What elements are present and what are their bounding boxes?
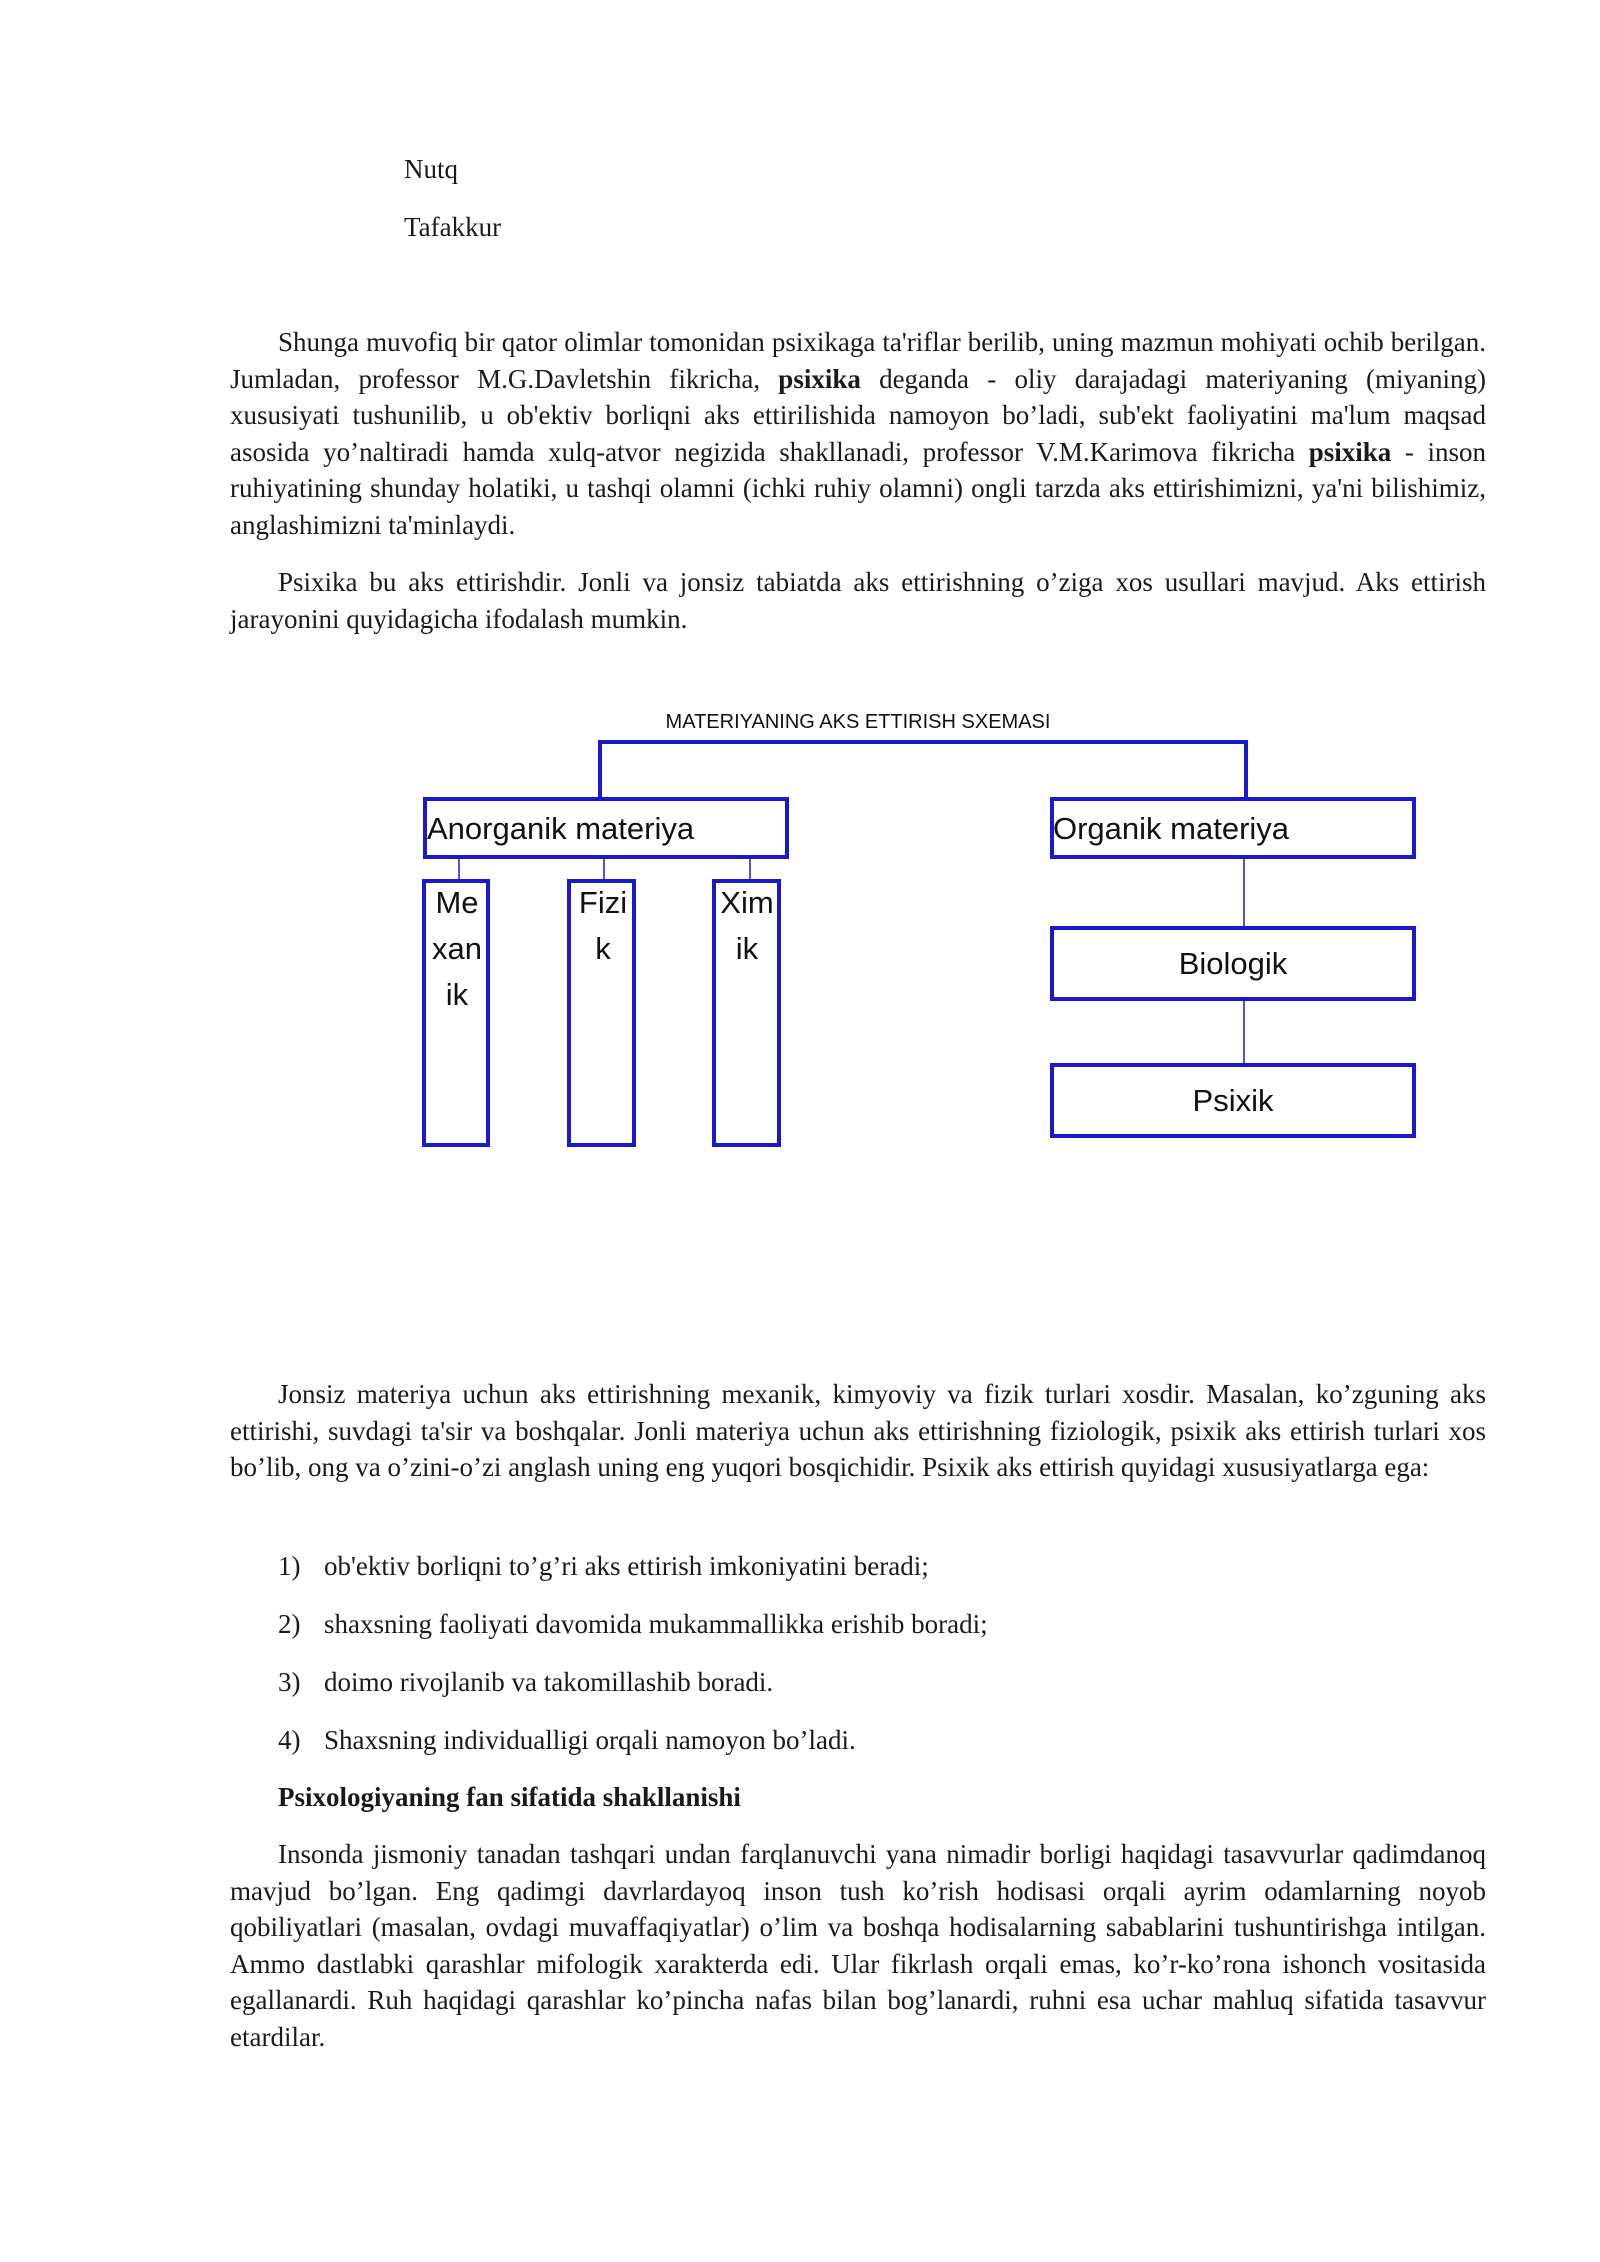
mexanik-label-2: xan: [432, 931, 482, 966]
psixik-box: [1052, 1065, 1414, 1136]
mexanik-label-3: ik: [445, 977, 469, 1012]
mexanik-box: [424, 881, 488, 1145]
list-item-number: 1): [278, 1551, 301, 1581]
list-item-text: Shaxsning individualligi orqali namoyon bo’ladi.: [324, 1725, 856, 1755]
ximik-label-2: ik: [735, 931, 759, 966]
para1-bold-term-2: psixika: [1308, 436, 1392, 467]
anorganik-box: [425, 799, 787, 857]
mexanik-label-1: Me: [435, 885, 479, 920]
biologik-box: [1052, 928, 1414, 999]
paragraph-reflection: Psixika bu aks ettirishdir. Jonli va jonsiz tabiatda aks ettirishning o’ziga xos usullari mavjud. Aks ettirish jarayonini quyidagicha ifodalash mumkin.: [230, 567, 1486, 634]
diagram-title: MATERIYANING AKS ETTIRISH SXEMASI: [665, 711, 1051, 733]
organik-box: [1052, 799, 1414, 857]
para1-text-3: - inson ruhiyatining shunday holatiki, u tashqi olamni (ichki ruhiy olamni) ongli tarzda aks ettirishimizni, ya'ni bilishimiz, anglashimizni ta'minlaydi.: [230, 436, 1486, 540]
para1-text-2: deganda - oliy darajadagi materiyaning (miyaning) xususiyati tushunilib, u ob'ektiv borliqni aks ettirilishida namoyon bo’ladi, sub'ekt faoliyatini ma'lum maqsad asosida yo’naltiradi hamda xulq-atvor negizida shakllanadi, professor V.M.Karimova fikricha: [230, 363, 1486, 467]
list-item-number: 4): [278, 1725, 301, 1755]
fizik-label-2: k: [595, 931, 611, 966]
ximik-box: [714, 881, 779, 1145]
section-subheading: Psixologiyaning fan sifatida shakllanishi: [278, 1782, 741, 1812]
para1-text-1: Shunga muvofiq bir qator olimlar tomonidan psixikaga ta'riflar berilib, uning mazmun mohiyati ochib berilgan. Jumladan, professor M.G.Davletshin fikricha,: [230, 327, 1486, 394]
properties-list: [278, 1548, 1478, 1780]
diagram-top-connector: [600, 742, 1246, 797]
list-item-number: 2): [278, 1609, 301, 1639]
list-item: [278, 1606, 1478, 1664]
anorganik-label: Anorganik materiya: [427, 811, 695, 846]
psixik-label: Psixik: [1192, 1083, 1274, 1118]
top-line-tafakkur: Tafakkur: [404, 212, 502, 242]
list-item-text: doimo rivojlanib va takomillashib boradi.: [324, 1667, 774, 1697]
list-item: [278, 1664, 1478, 1722]
paragraph-history: Insonda jismoniy tanadan tashqari undan farqlanuvchi yana nimadir borligi haqidagi tasavvurlar qadimdanoq mavjud bo’lgan. Eng qadimgi davrlardayoq inson tush ko’rish hodisasi orqali ayrim odamlarning noyob qobiliyatlari (masalan, ovdagi muvaffaqiyatlar) o’lim va boshqa hodisalarning sabablarini tushuntirishga intilgan. Ammo dastlabki qarashlar mifologik xarakterda edi. Ular fikrlash orqali emas, ko’r-ko’rona ishonch vositasida egallanardi. Ruh haqidagi qarashlar ko’pincha nafas bilan bog’lanardi, ruhni esa uchar mahluq sifatida tasavvur etardilar.: [230, 1839, 1486, 2052]
paragraph-inanimate-matter: Jonsiz materiya uchun aks ettirishning mexanik, kimyoviy va fizik turlari xosdir. Masalan, ko’zguning aks ettirishi, suvdagi ta'sir va boshqalar. Jonli materiya uchun aks ettirishning fiziologik, psixik aks ettirish turlari xos bo’lib, ong va o’zini-o’zi anglash uning eng yuqori bosqichidir. Psixik aks ettirish quyidagi xususiyatlarga ega:: [230, 1379, 1486, 1482]
organik-label: Organik materiya: [1053, 811, 1290, 846]
top-line-nutq: Nutq: [404, 154, 458, 184]
biologik-label: Biologik: [1178, 946, 1288, 981]
list-item-number: 3): [278, 1667, 301, 1697]
para1-bold-term-1: psixika: [778, 363, 861, 394]
ximik-label-1: Xim: [720, 885, 774, 920]
paragraph-definitions: [230, 324, 1486, 543]
list-item-text: shaxsning faoliyati davomida mukammallikka erishib boradi;: [324, 1609, 988, 1639]
list-item: [278, 1548, 1478, 1606]
fizik-box: [569, 881, 634, 1145]
list-item: [278, 1722, 1478, 1780]
fizik-label-1: Fizi: [578, 885, 628, 920]
list-item-text: ob'ektiv borliqni to’g’ri aks ettirish imkoniyatini beradi;: [324, 1551, 929, 1581]
